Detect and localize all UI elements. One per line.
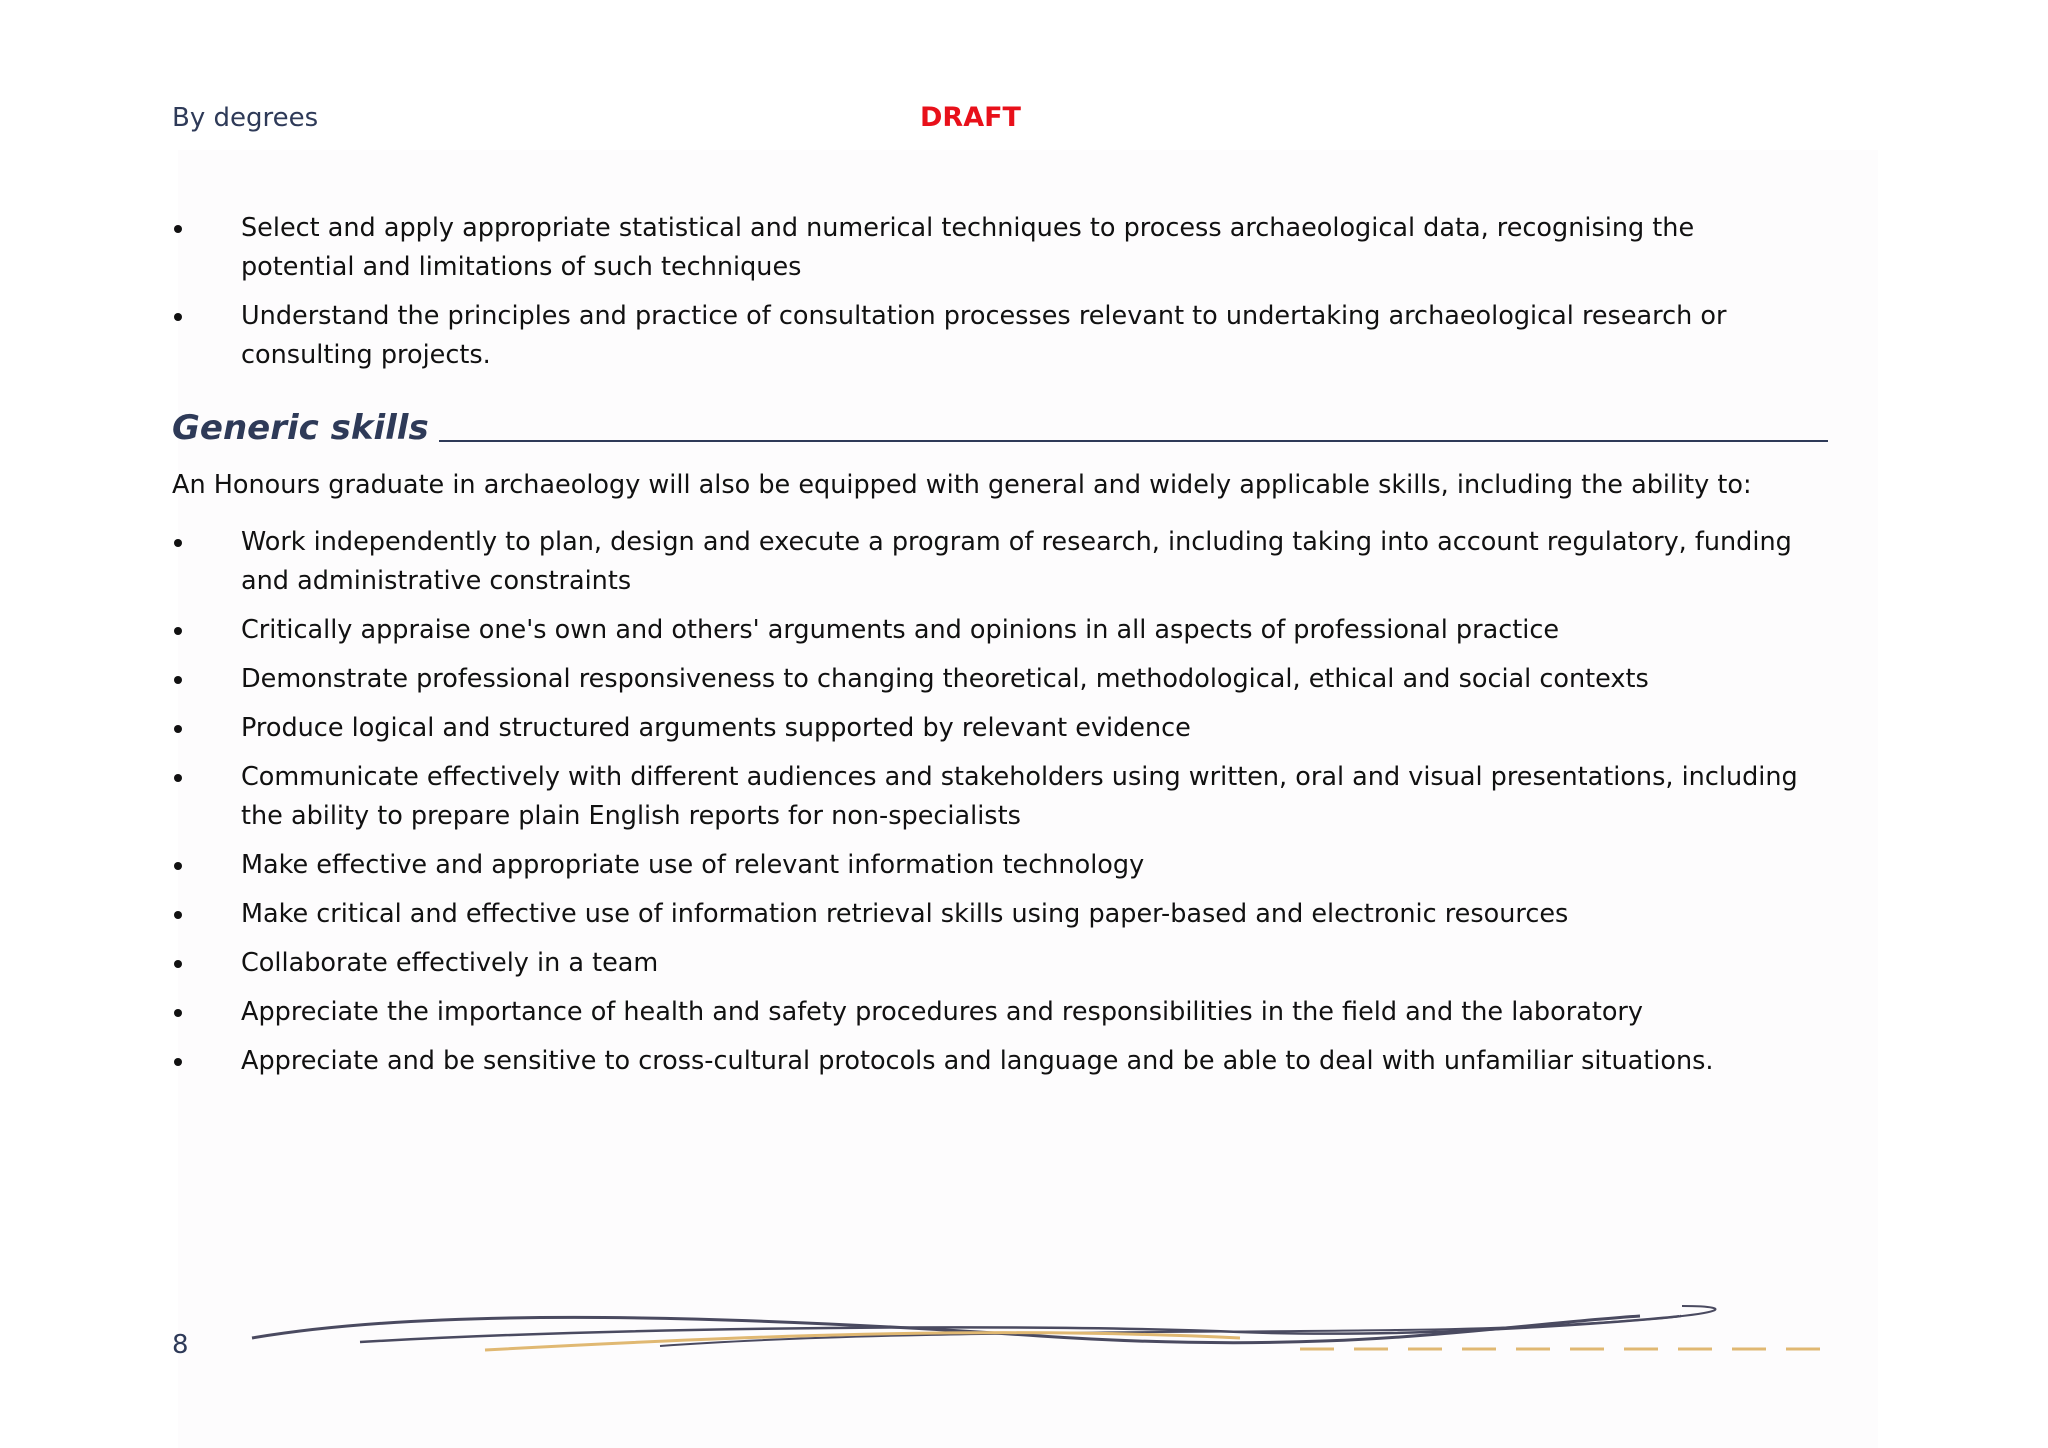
list-item: Collaborate effectively in a team	[172, 944, 1812, 983]
generic-skills-list	[172, 523, 1812, 1091]
list-item: Critically appraise one's own and others' arguments and opinions in all aspects of professional practice	[172, 611, 1812, 650]
running-header: By degrees	[172, 103, 319, 133]
list-item: Appreciate the importance of health and safety procedures and responsibilities in the field and the laboratory	[172, 993, 1812, 1032]
list-item: Select and apply appropriate statistical and numerical techniques to process archaeological data, recognising the potential and limitations of such techniques	[172, 209, 1812, 287]
intro-paragraph: An Honours graduate in archaeology will also be equipped with general and widely applicable skills, including the ability to:	[172, 470, 1752, 500]
section-heading	[172, 406, 1828, 450]
list-item: Work independently to plan, design and execute a program of research, including taking into account regulatory, funding and administrative constraints	[172, 523, 1812, 601]
section-title: Generic skills	[172, 408, 429, 448]
swoosh-stroke-dark	[660, 1306, 1715, 1346]
list-item: Demonstrate professional responsiveness to changing theoretical, methodological, ethical and social contexts	[172, 660, 1812, 699]
list-item: Make critical and effective use of information retrieval skills using paper-based and electronic resources	[172, 895, 1812, 934]
list-item: Appreciate and be sensitive to cross-cultural protocols and language and be able to deal with unfamiliar situations.	[172, 1042, 1812, 1081]
page-number: 8	[172, 1330, 189, 1360]
list-item: Produce logical and structured arguments supported by relevant evidence	[172, 709, 1812, 748]
top-bullet-list	[172, 209, 1812, 385]
draft-label: DRAFT	[920, 102, 1021, 133]
decorative-swoosh	[240, 1296, 1840, 1356]
heading-rule	[439, 440, 1828, 442]
list-item: Communicate effectively with different audiences and stakeholders using written, oral and visual presentations, including the ability to prepare plain English reports for non-specialists	[172, 758, 1812, 836]
list-item: Understand the principles and practice of consultation processes relevant to undertaking archaeological research or consulting projects.	[172, 297, 1812, 375]
list-item: Make effective and appropriate use of relevant information technology	[172, 846, 1812, 885]
